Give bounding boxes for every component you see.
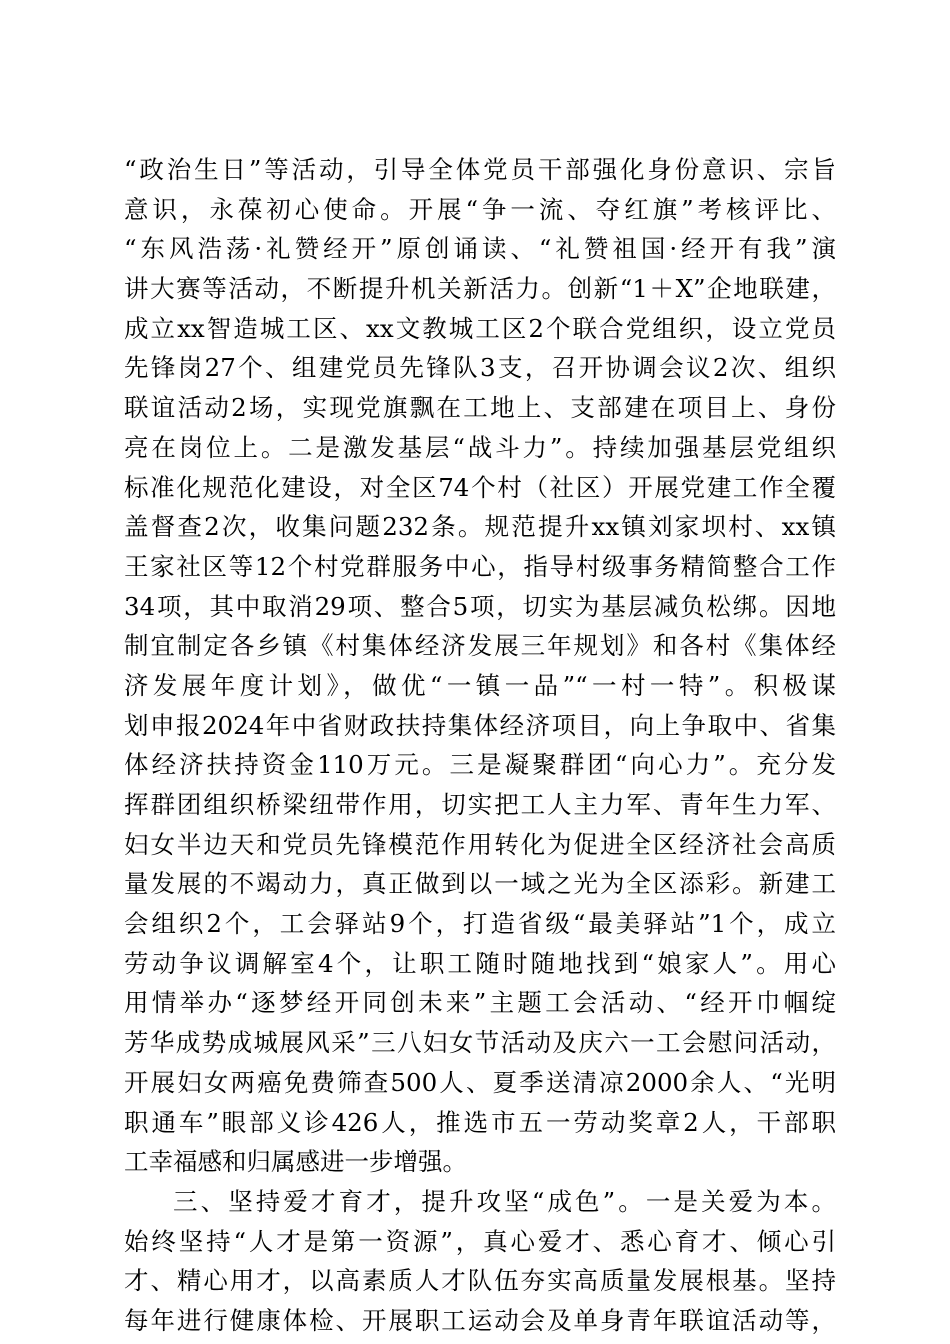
text-line: “东风浩荡·礼赞经开”原创诵读、“礼赞祖国·经开有我”演 xyxy=(124,234,836,264)
text-line: 挥群团组织桥梁纽带作用，切实把工人主力军、青年生力军、 xyxy=(124,790,836,819)
text-line: 工幸福感和归属感进一步增强。 xyxy=(124,1147,467,1177)
text-line: 34项，其中取消29项、整合5项，切实为基层减负松绑。因地 xyxy=(124,591,836,621)
text-line: 开展妇女两癌免费筛查500人、夏季送清凉2000余人、“光明 xyxy=(124,1067,836,1097)
text-line: 职通车”眼部义诊426人，推选市五一劳动奖章2人，干部职 xyxy=(124,1107,836,1137)
text-line: 意识，永葆初心使命。开展“争一流、夺红旗”考核评比、 xyxy=(124,194,836,224)
text-line: 每年进行健康体检、开展职工运动会及单身青年联谊活动等， xyxy=(124,1305,836,1335)
text-line: 芳华成势成城展风采”三八妇女节活动及庆六一工会慰问活动， xyxy=(124,1028,836,1058)
section-heading-line: 三、坚持爱才育才，提升攻坚“成色”。一是关爱为本。 xyxy=(173,1186,836,1216)
text-line: 才、精心用才，以高素质人才队伍夯实高质量发展根基。坚持 xyxy=(124,1266,836,1296)
text-line: 先锋岗27个、组建党员先锋队3支，召开协调会议2次、组织 xyxy=(124,353,836,383)
text-line: 会组织2个，工会驿站9个，打造省级“最美驿站”1个，成立 xyxy=(124,909,836,939)
text-line: 劳动争议调解室4个，让职工随时随地找到“娘家人”。用心 xyxy=(124,948,836,978)
text-line: 亮在岗位上。二是激发基层“战斗力”。持续加强基层党组织 xyxy=(124,432,836,462)
text-line: 济发展年度计划》，做优“一镇一品”“一村一特”。积极谋 xyxy=(124,670,836,700)
text-line: 联谊活动2场，实现党旗飘在工地上、支部建在项目上、身份 xyxy=(124,393,836,423)
text-line: 妇女半边天和党员先锋模范作用转化为促进全区经济社会高质 xyxy=(124,829,836,859)
text-line: 划申报2024年中省财政扶持集体经济项目，向上争取中、省集 xyxy=(124,710,836,740)
text-line: 成立xx智造城工区、xx文教城工区2个联合党组织，设立党员 xyxy=(124,313,836,343)
text-line: 始终坚持“人才是第一资源”，真心爱才、悉心育才、倾心引 xyxy=(124,1226,836,1256)
text-line: 制宜制定各乡镇《村集体经济发展三年规划》和各村《集体经 xyxy=(124,631,836,661)
text-line: 用情举办“逐梦经开同创未来”主题工会活动、“经开巾帼绽 xyxy=(124,988,836,1018)
text-line: 量发展的不竭动力，真正做到以一域之光为全区添彩。新建工 xyxy=(124,869,836,899)
text-line: “政治生日”等活动，引导全体党员干部强化身份意识、宗旨 xyxy=(124,155,836,184)
text-line: 王家社区等12个村党群服务中心，指导村级事务精简整合工作 xyxy=(124,551,836,581)
body-text xyxy=(124,150,836,1341)
text-line: 标准化规范化建设，对全区74个村（社区）开展党建工作全覆 xyxy=(124,472,836,502)
text-line: 讲大赛等活动，不断提升机关新活力。创新“1＋X”企地联建， xyxy=(124,274,836,304)
text-line: 体经济扶持资金110万元。三是凝聚群团“向心力”。充分发 xyxy=(124,750,836,780)
text-line: 盖督查2次，收集问题232条。规范提升xx镇刘家坝村、xx镇 xyxy=(124,512,836,542)
